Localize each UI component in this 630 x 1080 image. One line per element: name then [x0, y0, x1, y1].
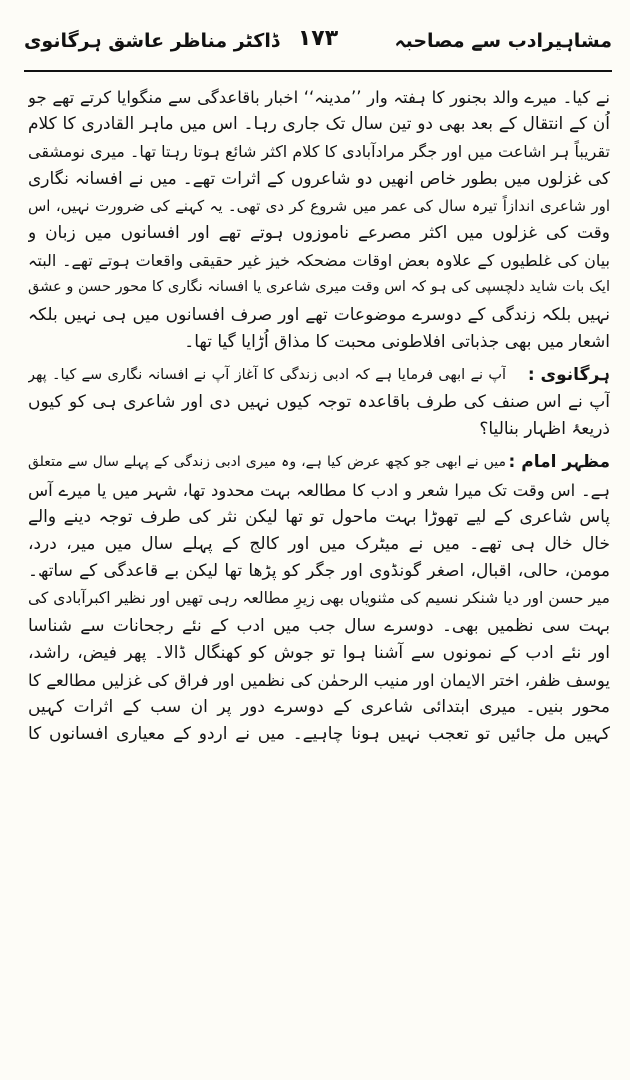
text-line: اشعار میں بھی جذباتی افلاطونی محبت کا مذاق اُڑایا گیا تھا۔ [184, 331, 610, 352]
text-line: اُن کے انتقال کے بعد بھی دو تین سال تک جاری رہا۔ اس میں ماہر القادری کا کلام [28, 114, 610, 135]
text-line: کہیں مل جائیں تو تعجب نہیں ہونا چاہیے۔ میں نے اردو کے معیاری افسانوں کا [28, 724, 610, 745]
answer-block [28, 449, 610, 748]
text-line: بیان کی غلطیوں کے علاوہ بعض اوقات مضحکہ خیز غیر حقیقی واقعات ہوتے تھے۔ البتہ [28, 251, 610, 271]
text-line: یوسف ظفر، اختر الایمان اور منیب الرحمٰن کی نظمیں اور فراق کی غزلیں مطالعے کا [28, 670, 610, 690]
question-block [28, 362, 610, 444]
text-line: آپ نے اس صنف کی طرف باقاعدہ توجہ کیوں نہیں دی اور شاعری ہی کو کیوں [28, 392, 610, 413]
speaker-label-harganvi: ہرگانوی : [527, 364, 610, 385]
book-title: مشاہیرادب سے مصاحبہ [394, 30, 612, 52]
author-name: ڈاکٹر مناظر عاشق ہرگانوی [24, 30, 280, 52]
intro-paragraph [28, 84, 610, 356]
page-number: ۱۷۳ [297, 26, 339, 51]
text-line: مومن، حالی، اقبال، اصغر گونڈوی اور جگر کو پڑھا تھا لیکن بے قاعدگی کے ساتھ۔ [28, 561, 610, 582]
text-line: میں نے ابھی جو کچھ عرض کیا ہے، وہ میری ادبی زندگی کے پہلے سال سے متعلق [28, 454, 506, 471]
text-line: محور بنیں۔ میری ابتدائی شاعری کے دوسرے دور پر ان سب کے اثرات کہیں [28, 697, 610, 718]
text-line: پاس شاعری کے لیے تھوڑا بہت ماحول تو تھا لیکن نثر کی طرف توجہ دینے والے [28, 506, 610, 527]
text-line: کی غزلوں میں بطور خاص انھیں دو شاعروں کے اثرات تھے۔ میں نے افسانہ نگاری [28, 168, 610, 189]
text-line: نے کیا۔ میرے والد بجنور کا ہفتہ وار ’’مدینہ‘‘ اخبار باقاعدگی سے منگوایا کرتے تھے جو [28, 88, 610, 107]
text-line: خال خال ہی تھے۔ میں نے میٹرک میں اور کالج کے پہلے سال میں میر، درد، [28, 534, 610, 554]
page-header [24, 22, 612, 72]
text-line: ایک بات شاید دلچسپی کی ہو کہ اس وقت میری شاعری یا افسانہ نگاری کا محور حسن و عشق [28, 279, 610, 296]
text-line: بہت سی نظمیں بھی۔ دوسرے سال جب میں ادب کے نئے رجحانات سے شناسا [28, 615, 610, 636]
text-line: آپ نے ابھی فرمایا ہے کہ ادبی زندگی کا آغاز آپ نے افسانہ نگاری سے کیا۔ پھر [28, 366, 506, 383]
text-line: اور شاعری اندازاً تیرہ سال کی عمر میں شروع کر دی تھی۔ یہ کہنے کی ضرورت نہیں، اس [28, 196, 610, 215]
text-line: میر حسن اور دیا شنکر نسیم کی مثنویاں بھی زیرِ مطالعہ رہی تھیں اور نظیر اکبرآبادی کی [28, 589, 610, 608]
text-line: ہے۔ اس وقت تک میرا شعر و ادب کا مطالعہ بہت محدود تھا، شہر میں یا میرے آس [28, 480, 610, 500]
page-body [28, 84, 610, 1060]
text-line: نہیں بلکہ زندگی کے دوسرے موضوعات تھے اور صرف افسانوں میں ہی نہیں بلکہ [28, 304, 610, 325]
text-line: تقریباً ہر اشاعت میں اور جگر مرادآبادی کا کلام اکثر شائع ہوتا رہتا تھا۔ میری نومشقی [28, 142, 610, 162]
header-rule [24, 70, 612, 72]
text-line: وقت کی غزلوں میں اکثر مصرعے ناموزوں ہوتے تھے اور افسانوں میں زبان و [28, 222, 610, 243]
text-line: ذریعۂ اظہار بنالیا؟ [479, 419, 610, 440]
speaker-label-mazhar-imam: مظہر امام : [508, 452, 610, 473]
text-line: اور نئے ادب کے نمونوں سے آشنا ہوا تو جوش کو کھنگال ڈالا۔ پھر فیض، راشد، [28, 642, 610, 663]
